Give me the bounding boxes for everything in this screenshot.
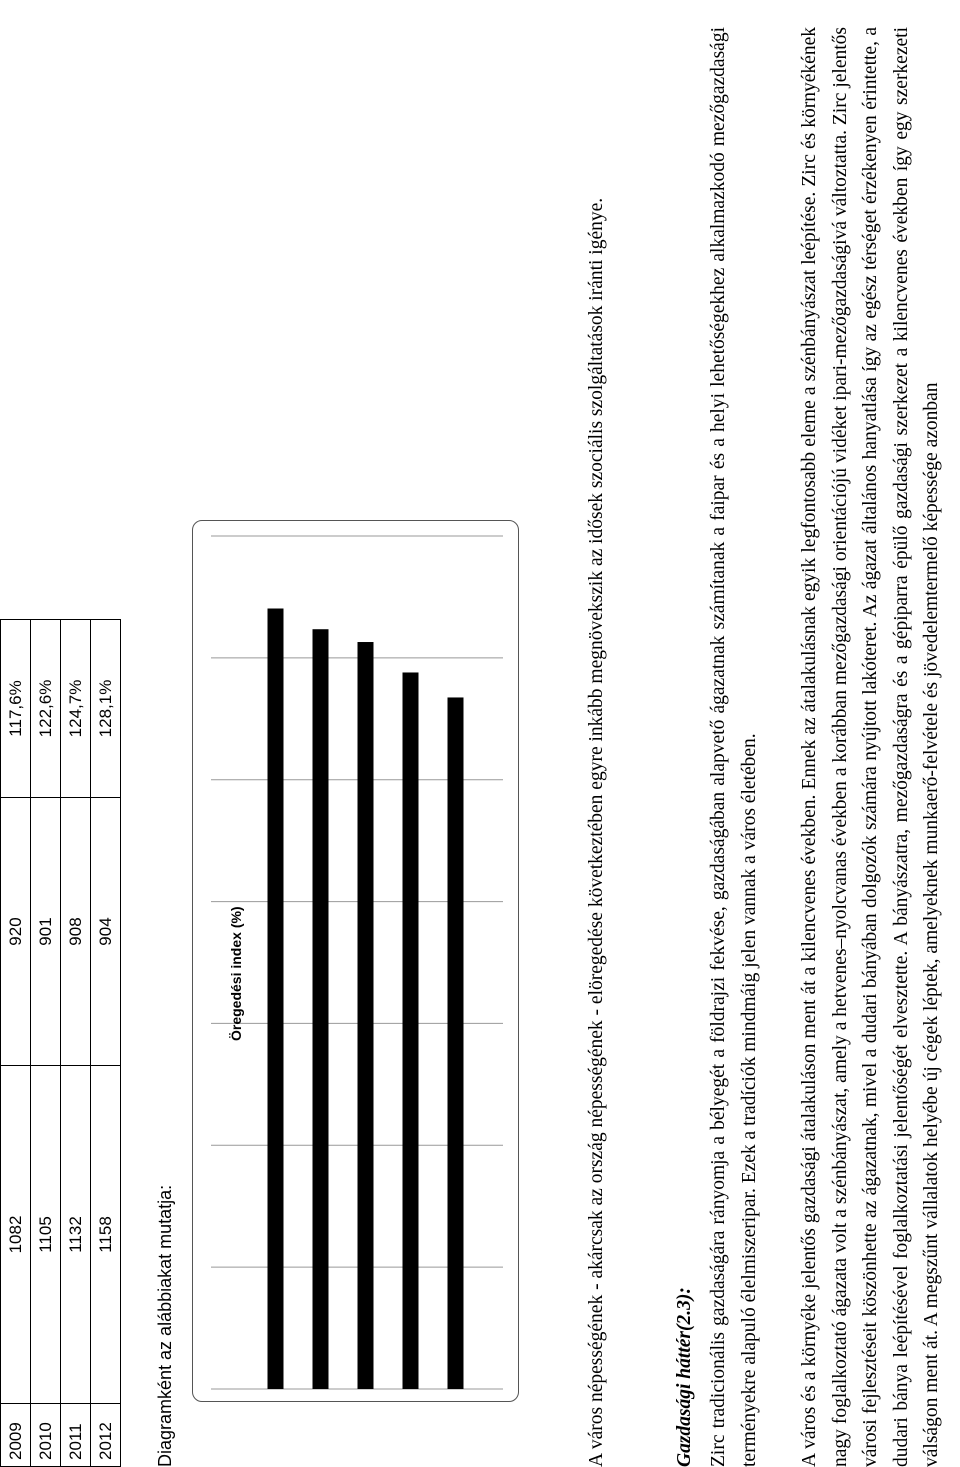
chart <box>193 521 518 1401</box>
table-cell: 920 <box>1 798 31 1066</box>
table-cell: 124,7% <box>61 620 91 798</box>
table-cell: 2011 <box>61 1404 91 1467</box>
chart-caption: Diagramként az alábbiakat mutatja: <box>155 1184 175 1467</box>
table-cell: 1158 <box>91 1066 121 1404</box>
table-row <box>91 620 121 1467</box>
chart-frame <box>192 520 519 1402</box>
table-row <box>61 620 91 1467</box>
section-heading: Gazdasági háttér(2.3): <box>674 1287 695 1467</box>
bar-2008 <box>448 697 464 1389</box>
table-cell: 2009 <box>1 1404 31 1467</box>
table-cell: 1105 <box>31 1066 61 1404</box>
paragraph-population: A város népességének - akárcsak az ország népességének - elöregedése következtében egyre inkább megnövekszik az idősek szociális szolgáltatások iránti igénye. <box>586 197 607 1467</box>
table-cell: 128,1% <box>91 620 121 798</box>
table-cell: 117,6% <box>1 620 31 798</box>
table-row <box>31 620 61 1467</box>
table-cell: 908 <box>61 798 91 1066</box>
chart-title: Öregedési index (%) <box>228 906 244 1041</box>
table-cell: 1082 <box>1 1066 31 1404</box>
table-cell: 2010 <box>31 1404 61 1467</box>
data-table <box>0 619 121 1467</box>
bar-2011 <box>313 629 329 1389</box>
paragraph-traditions: Zirc tradicionális gazdaságára rányomja a bélyegét a földrajzi fekvése, gazdaságában alapvető ágazatnak számítanak a faipar és a helyi lehetőségekhez alkalmazkodó mezőgazdasági terményekre alapuló élelmiszeripar. Ezek a tradíciók mindmáig jelen vannak a város életében. <box>708 27 760 1467</box>
bar-2010 <box>358 642 374 1389</box>
table-row <box>1 620 31 1467</box>
table-cell: 904 <box>91 798 121 1066</box>
table-cell: 2012 <box>91 1404 121 1467</box>
bar-2009 <box>403 672 419 1389</box>
table-cell: 122,6% <box>31 620 61 798</box>
paragraph-transformation: A város és a környéke jelentős gazdasági átalakuláson ment át a kilencvenes években. Ennek az átalakulásnak egyik legfontosabb eleme a szénbányászat leépítése. Zirc és környékének nagy foglalkoztató ágazata volt a szénbányászat, amely a hetvenes–nyolcvanas években a korábban mezőgazdasági orientációjú vidéket ipari-mezőgazdaságivá változtatta. Zirc jelentős városi fejlesztéseit köszönhette az ágazatnak, mivel a dudari bányában dolgozók számára nyújtott lakóteret. Az ágazat általános hanyatlása így az egész térséget érzékenyen érintette, a dudari bánya leépítésével foglalkoztatási jelentőségét elvesztette. A bányászatra, mezőgazdaságra és a gépiparra épülő gazdasági szerkezet a kilencvenes években így egy szerkezeti válságon ment át. A megszűnt vállalatok helyébe új cégek léptek, amelyeknek munkaerő-felvétele és jövedelemtermelő képessége azonban <box>799 27 942 1467</box>
table-cell: 1132 <box>61 1066 91 1404</box>
table-cell: 901 <box>31 798 61 1066</box>
bar-2012 <box>268 609 284 1389</box>
